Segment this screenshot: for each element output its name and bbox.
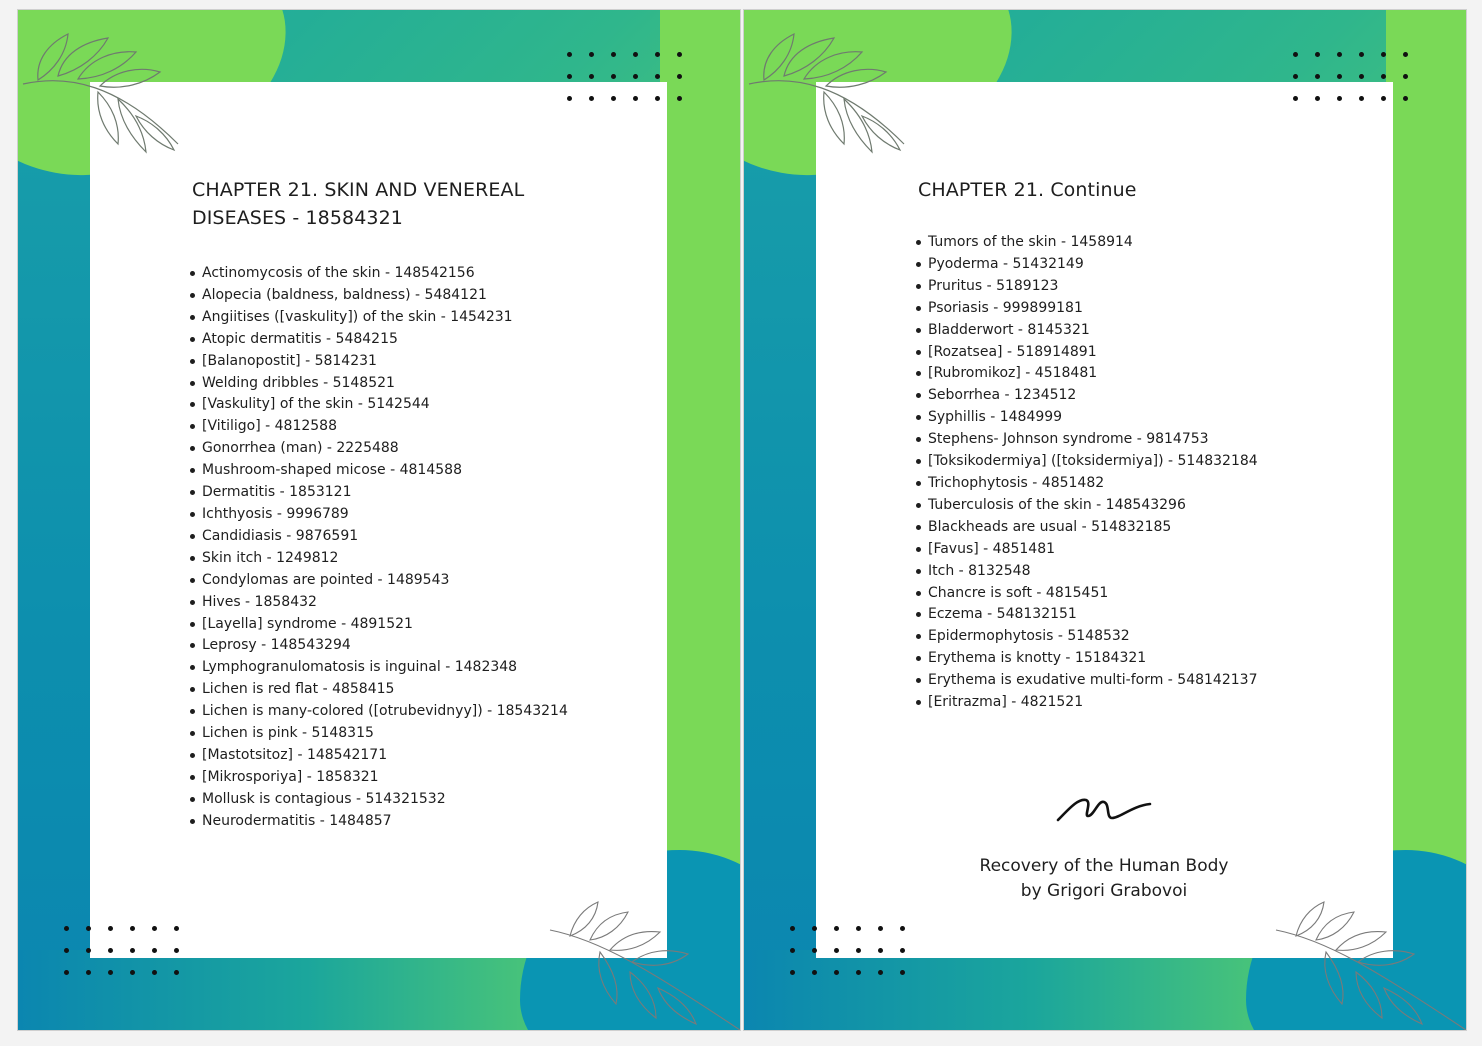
list-item: Candidiasis - 9876591 xyxy=(202,526,578,548)
book-title: Recovery of the Human Body xyxy=(979,856,1229,876)
left-page xyxy=(18,10,740,1030)
list-item: [Layella] syndrome - 4891521 xyxy=(202,614,578,636)
right-page xyxy=(744,10,1466,1030)
list-item: Erythema is exudative multi-form - 548142137 xyxy=(928,670,1328,692)
list-item: Syphillis - 1484999 xyxy=(928,407,1328,429)
left-page-content xyxy=(18,10,740,1030)
list-item: Angiitises ([vaskulity]) of the skin - 1454231 xyxy=(202,307,578,329)
list-item: Leprosy - 148543294 xyxy=(202,635,578,657)
list-item: Blackheads are usual - 514832185 xyxy=(928,517,1328,539)
list-item: Alopecia (baldness, baldness) - 5484121 xyxy=(202,285,578,307)
list-item: [Vaskulity] of the skin - 5142544 xyxy=(202,394,578,416)
list-item: Welding dribbles - 5148521 xyxy=(202,373,578,395)
list-item: Stephens- Johnson syndrome - 9814753 xyxy=(928,429,1328,451)
list-item: [Eritrazma] - 4821521 xyxy=(928,692,1328,714)
list-item: Hives - 1858432 xyxy=(202,592,578,614)
list-item: [Mikrosporiya] - 1858321 xyxy=(202,767,578,789)
list-item: Itch - 8132548 xyxy=(928,561,1328,583)
right-page-content xyxy=(744,10,1466,1030)
list-item: [Rozatsea] - 518914891 xyxy=(928,342,1328,364)
list-item: Eczema - 548132151 xyxy=(928,604,1328,626)
list-item: Tuberculosis of the skin - 148543296 xyxy=(928,495,1328,517)
list-item: Gonorrhea (man) - 2225488 xyxy=(202,438,578,460)
list-item: Lichen is red flat - 4858415 xyxy=(202,679,578,701)
list-item: Seborrhea - 1234512 xyxy=(928,385,1328,407)
list-item: [Favus] - 4851481 xyxy=(928,539,1328,561)
book-credit xyxy=(954,854,1254,904)
signature-scribble xyxy=(1054,790,1154,826)
list-item: Actinomycosis of the skin - 148542156 xyxy=(202,263,578,285)
chapter-title: CHAPTER 21. Continue xyxy=(918,179,1137,201)
list-item: Condylomas are pointed - 1489543 xyxy=(202,570,578,592)
list-item: [Vitiligo] - 4812588 xyxy=(202,416,578,438)
list-item: Pruritus - 5189123 xyxy=(928,276,1328,298)
list-item: [Rubromikoz] - 4518481 xyxy=(928,363,1328,385)
list-item: Dermatitis - 1853121 xyxy=(202,482,578,504)
list-item: Lichen is pink - 5148315 xyxy=(202,723,578,745)
list-item: Tumors of the skin - 1458914 xyxy=(928,232,1328,254)
list-item: Lymphogranulomatosis is inguinal - 1482348 xyxy=(202,657,578,679)
chapter-title: CHAPTER 21. SKIN AND VENEREAL DISEASES - 18584321 xyxy=(192,179,525,229)
list-item: Erythema is knotty - 15184321 xyxy=(928,648,1328,670)
list-item: Mushroom-shaped micose - 4814588 xyxy=(202,460,578,482)
list-item: Psoriasis - 999899181 xyxy=(928,298,1328,320)
list-item: Mollusk is contagious - 514321532 xyxy=(202,789,578,811)
list-item: Epidermophytosis - 5148532 xyxy=(928,626,1328,648)
book-author: by Grigori Grabovoi xyxy=(1020,881,1188,901)
list-item: Pyoderma - 51432149 xyxy=(928,254,1328,276)
list-item: [Balanopostit] - 5814231 xyxy=(202,351,578,373)
list-item: Atopic dermatitis - 5484215 xyxy=(202,329,578,351)
list-item: [Toksikodermiya] ([toksidermiya]) - 514832184 xyxy=(928,451,1328,473)
disease-code-list xyxy=(186,263,578,833)
disease-code-list xyxy=(912,232,1328,714)
list-item: Trichophytosis - 4851482 xyxy=(928,473,1328,495)
list-item: Neurodermatitis - 1484857 xyxy=(202,811,578,833)
list-item: [Mastotsitoz] - 148542171 xyxy=(202,745,578,767)
list-item: Lichen is many-colored ([otrubevidnyy]) - 18543214 xyxy=(202,701,578,723)
list-item: Skin itch - 1249812 xyxy=(202,548,578,570)
list-item: Chancre is soft - 4815451 xyxy=(928,583,1328,605)
list-item: Ichthyosis - 9996789 xyxy=(202,504,578,526)
list-item: Bladderwort - 8145321 xyxy=(928,320,1328,342)
